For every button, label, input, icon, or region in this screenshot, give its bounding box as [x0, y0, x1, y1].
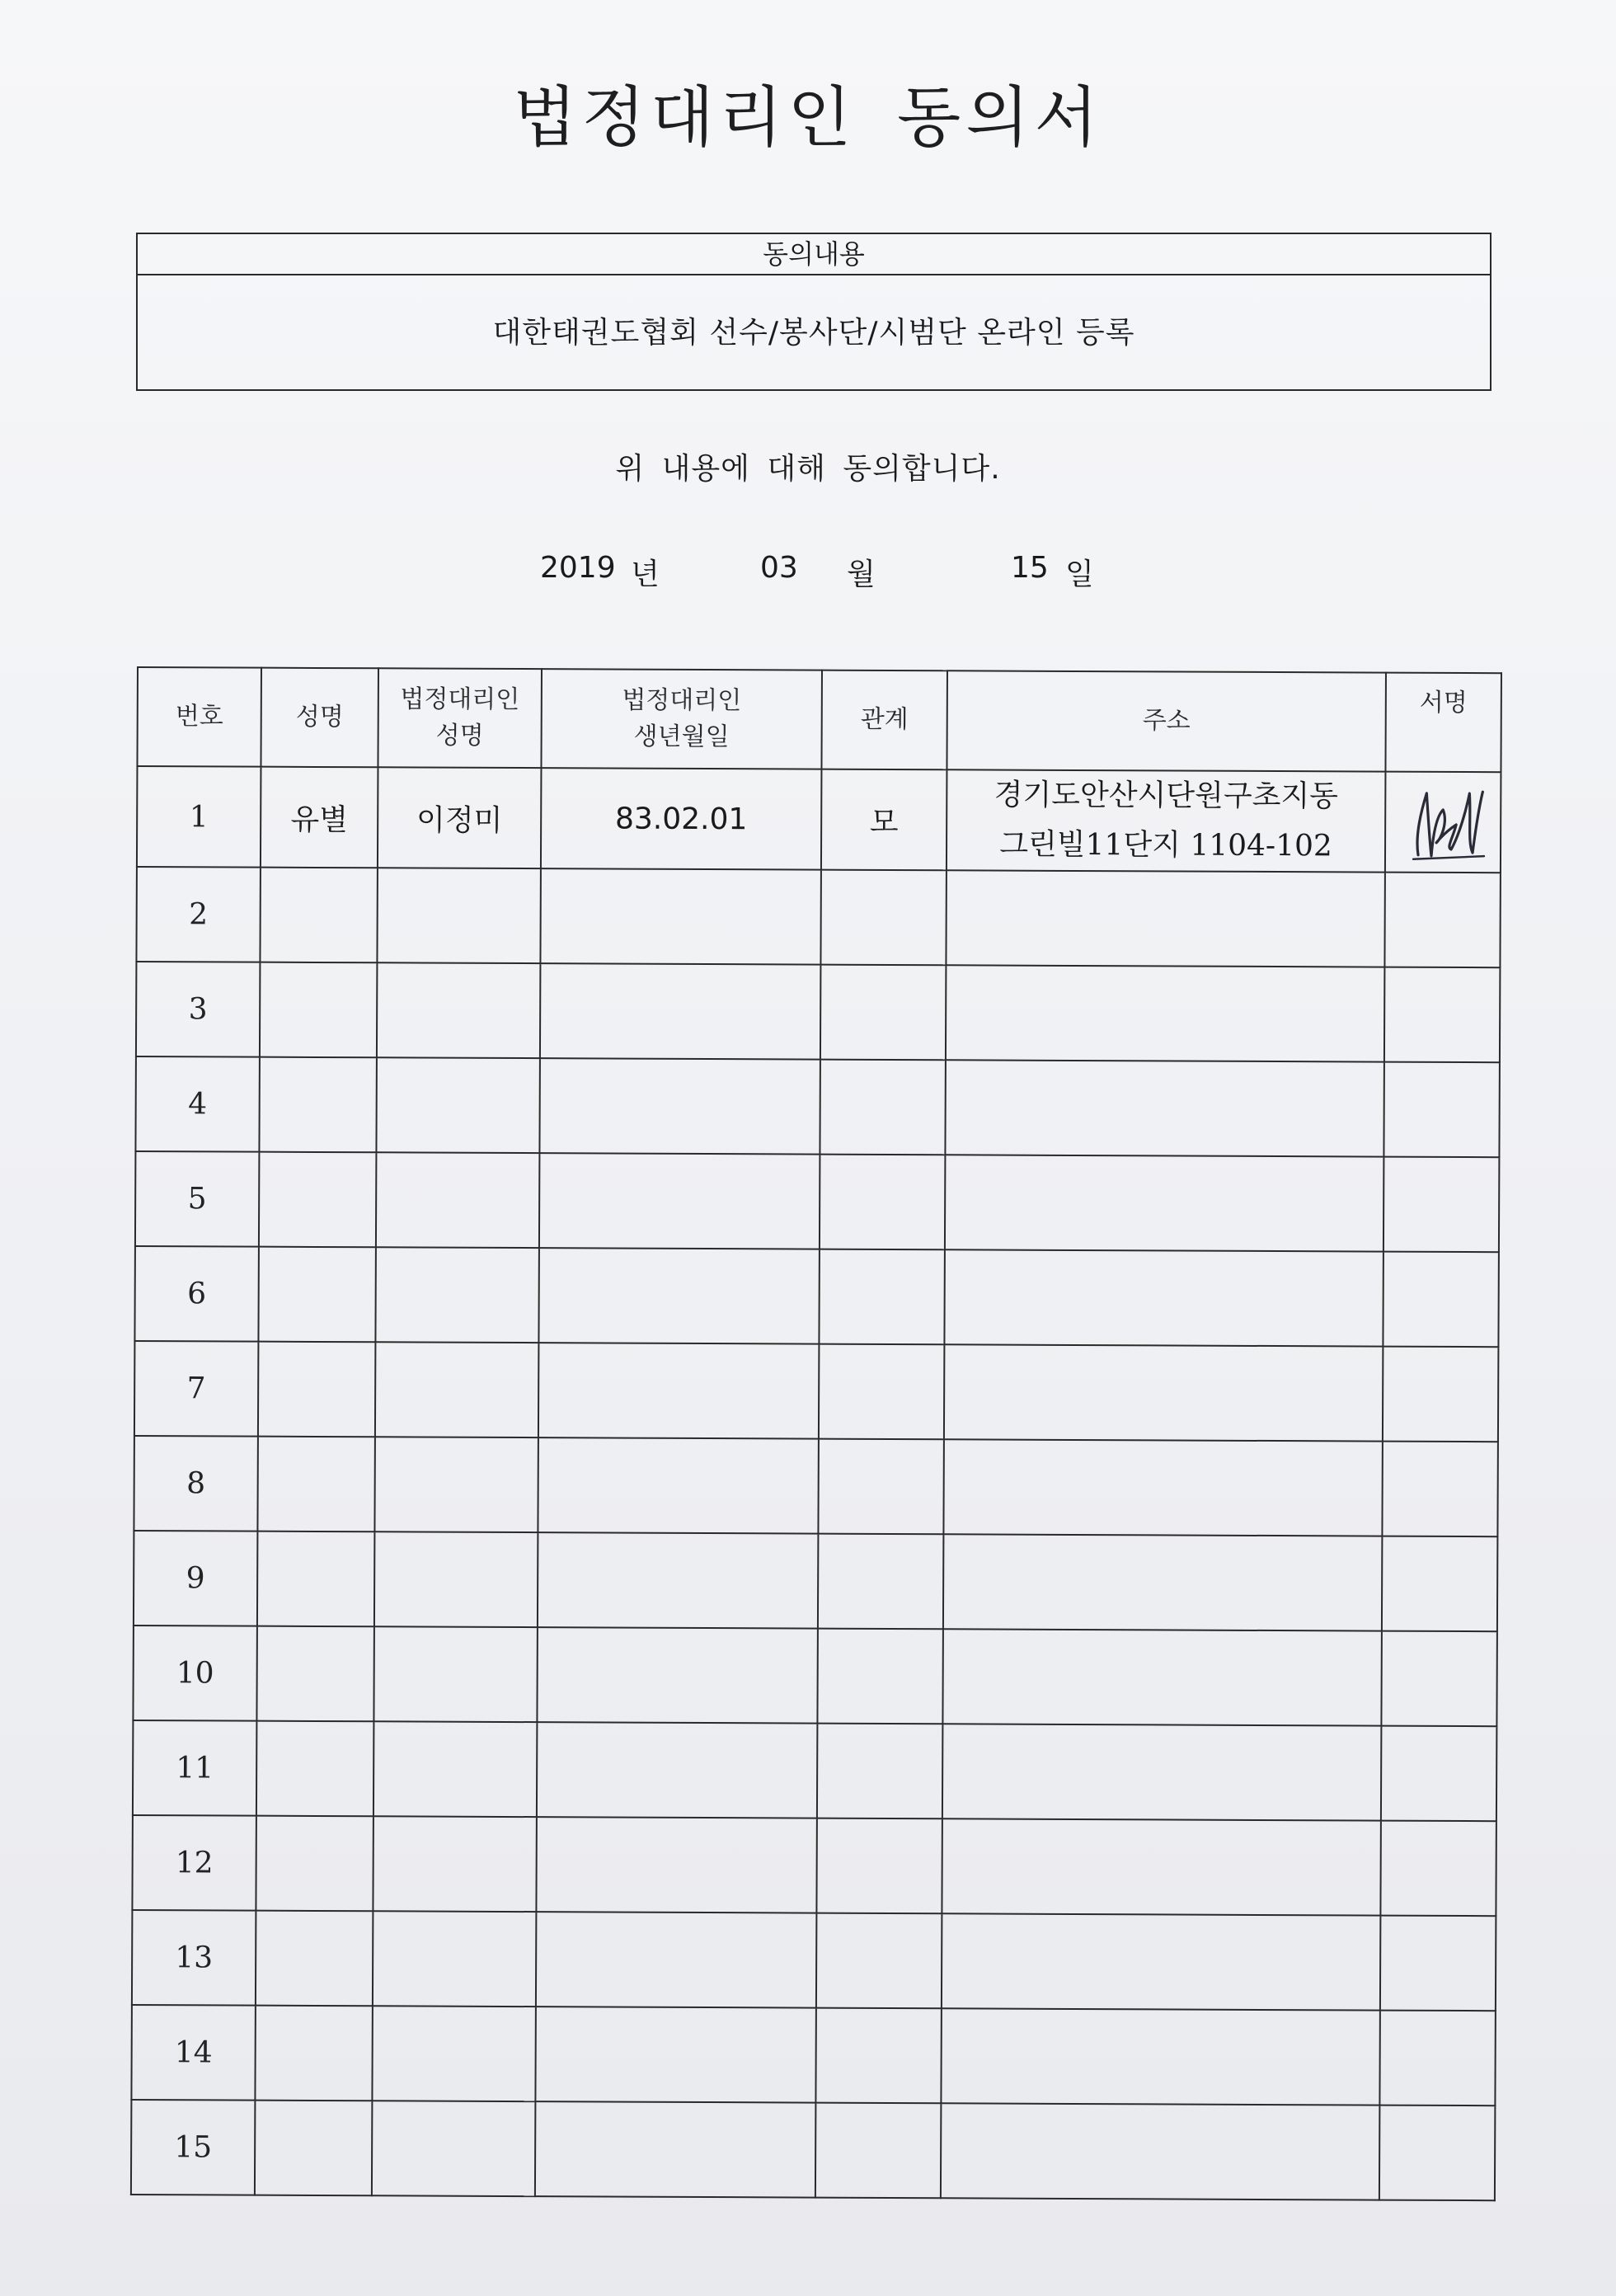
row-number: 14	[131, 2005, 256, 2101]
date-month-unit: 월	[847, 558, 876, 591]
row-address[interactable]	[941, 2008, 1379, 2105]
table-row	[134, 1436, 1497, 1536]
row-number: 7	[134, 1341, 259, 1437]
row-relation[interactable]	[820, 1060, 946, 1155]
row-guardian-birth[interactable]	[537, 1627, 817, 1723]
row-relation[interactable]	[820, 870, 947, 966]
row-guardian-name[interactable]	[376, 1152, 539, 1248]
row-relation[interactable]	[818, 1439, 944, 1535]
row-guardian-birth[interactable]	[539, 1058, 820, 1154]
table-row	[137, 766, 1501, 873]
row-name[interactable]	[256, 1721, 374, 1817]
row-guardian-name[interactable]	[375, 1247, 538, 1343]
row-relation[interactable]	[820, 965, 947, 1061]
date-year: 2019	[540, 551, 616, 585]
row-guardian-name[interactable]	[375, 1342, 538, 1437]
row-relation[interactable]	[815, 2103, 942, 2199]
row-number: 1	[137, 766, 261, 868]
row-guardian-birth: 83.02.01	[541, 768, 822, 869]
table-row	[133, 1720, 1496, 1821]
row-signature[interactable]	[1383, 1252, 1499, 1348]
row-name: 유별	[261, 767, 378, 868]
row-name[interactable]	[257, 1531, 375, 1627]
row-address[interactable]	[943, 1534, 1382, 1630]
row-relation[interactable]	[819, 1344, 945, 1440]
row-guardian-name[interactable]	[376, 1057, 539, 1153]
row-signature[interactable]	[1380, 1821, 1496, 1917]
row-relation[interactable]	[817, 1724, 943, 1819]
row-guardian-birth[interactable]	[538, 1248, 819, 1343]
handwritten-signature	[1393, 777, 1492, 868]
row-signature[interactable]	[1381, 1631, 1497, 1727]
row-signature[interactable]	[1384, 873, 1501, 968]
row-guardian-birth[interactable]	[538, 1532, 818, 1628]
row-address[interactable]	[942, 1913, 1380, 2010]
table-row	[133, 1626, 1496, 1726]
row-address[interactable]	[946, 870, 1384, 967]
row-relation[interactable]	[816, 1818, 942, 1914]
row-name[interactable]	[260, 868, 378, 963]
row-guardian-birth[interactable]	[535, 2007, 815, 2102]
row-address[interactable]	[942, 1629, 1381, 1725]
row-relation[interactable]	[816, 1913, 942, 2009]
header-no: 번호	[137, 667, 261, 767]
row-name[interactable]	[256, 1626, 374, 1722]
row-guardian-birth[interactable]	[536, 1912, 816, 2007]
row-address[interactable]	[942, 1818, 1380, 1915]
row-number: 13	[132, 1910, 256, 2006]
row-number: 6	[134, 1246, 259, 1342]
row-relation[interactable]	[819, 1249, 945, 1345]
row-number: 3	[136, 962, 261, 1057]
row-number: 12	[132, 1815, 256, 1911]
row-name[interactable]	[256, 1816, 373, 1912]
header-guardian-name-line2: 성명	[435, 721, 484, 750]
row-name[interactable]	[257, 1437, 375, 1532]
row-signature[interactable]	[1382, 1442, 1498, 1537]
row-relation[interactable]	[817, 1629, 943, 1724]
row-signature[interactable]	[1381, 1726, 1497, 1822]
row-guardian-birth[interactable]	[538, 1437, 818, 1533]
row-address	[947, 769, 1386, 872]
row-address[interactable]	[944, 1249, 1383, 1346]
row-address-line1: 경기도안산시단원구초지동	[994, 778, 1339, 814]
row-guardian-name[interactable]	[377, 868, 540, 963]
table-row	[132, 1815, 1496, 1916]
row-guardian-birth[interactable]	[535, 2101, 815, 2197]
consent-body: 대한태권도협회 선수/봉사단/시범단 온라인 등록	[492, 316, 1135, 350]
row-relation[interactable]	[815, 2008, 942, 2104]
row-number: 4	[135, 1056, 260, 1152]
row-guardian-name[interactable]	[377, 962, 540, 1058]
row-guardian-name[interactable]	[372, 2101, 535, 2196]
header-guardian-birth-line1: 법정대리인	[622, 685, 742, 716]
header-signature: 서명	[1385, 673, 1501, 773]
row-name[interactable]	[256, 1911, 373, 2007]
row-name[interactable]	[258, 1342, 376, 1437]
row-guardian-name[interactable]	[372, 2006, 535, 2101]
table-row	[136, 962, 1500, 1062]
row-signature[interactable]	[1382, 1536, 1498, 1632]
table-row	[132, 1910, 1496, 2011]
table-row	[135, 1151, 1499, 1252]
row-number: 11	[133, 1720, 257, 1816]
header-name: 성명	[261, 668, 378, 768]
table-row	[136, 867, 1500, 967]
row-signature[interactable]	[1379, 2105, 1496, 2201]
row-name[interactable]	[255, 2101, 373, 2196]
row-address[interactable]	[941, 2103, 1379, 2200]
row-guardian-name[interactable]	[374, 1531, 538, 1627]
row-guardian-name: 이정미	[378, 767, 542, 868]
row-guardian-name[interactable]	[374, 1437, 538, 1532]
row-signature[interactable]	[1379, 2011, 1496, 2106]
row-number: 8	[134, 1436, 258, 1531]
row-name[interactable]	[259, 1057, 377, 1153]
row-guardian-birth[interactable]	[540, 963, 820, 1059]
row-address[interactable]	[943, 1439, 1382, 1536]
date-month: 03	[760, 551, 798, 585]
row-number: 9	[134, 1531, 258, 1626]
row-address[interactable]	[946, 965, 1384, 1061]
row-address[interactable]	[945, 1060, 1383, 1156]
row-guardian-birth[interactable]	[538, 1343, 819, 1438]
row-name[interactable]	[255, 2006, 373, 2101]
table-row	[134, 1531, 1497, 1631]
header-relation: 관계	[821, 670, 947, 770]
row-name[interactable]	[259, 1152, 377, 1248]
row-relation: 모	[821, 769, 947, 871]
form-title: 법정대리인 동의서	[513, 79, 1103, 156]
row-name[interactable]	[260, 962, 378, 1058]
header-address: 주소	[947, 670, 1386, 771]
consent-content-box	[136, 233, 1492, 391]
row-signature[interactable]	[1383, 1062, 1500, 1158]
row-number: 15	[131, 2100, 256, 2195]
header-guardian-name	[378, 668, 542, 768]
row-number: 10	[133, 1626, 257, 1721]
row-guardian-name[interactable]	[373, 1721, 537, 1817]
row-address[interactable]	[944, 1344, 1383, 1441]
row-address-line2: 그린빌11단지 1104-102	[999, 827, 1332, 863]
row-guardian-birth[interactable]	[537, 1722, 817, 1818]
table-row	[134, 1246, 1498, 1347]
row-guardian-name[interactable]	[373, 1816, 536, 1912]
row-number: 5	[135, 1151, 260, 1247]
row-guardian-name[interactable]	[373, 1626, 537, 1722]
header-guardian-birth-line2: 생년월일	[633, 722, 730, 752]
row-number: 2	[136, 867, 261, 962]
row-address[interactable]	[945, 1155, 1383, 1251]
row-name[interactable]	[258, 1247, 376, 1343]
row-signature	[1385, 772, 1501, 873]
header-guardian-name-line1: 법정대리인	[400, 685, 520, 715]
table-row	[131, 2100, 1495, 2200]
agreement-statement: 위 내용에 대해 동의합니다.	[615, 452, 1001, 486]
row-guardian-birth[interactable]	[540, 868, 820, 964]
row-signature[interactable]	[1384, 967, 1501, 1063]
date-year-unit: 년	[631, 558, 660, 591]
row-guardian-name[interactable]	[373, 1911, 536, 2007]
date-day-unit: 일	[1065, 558, 1094, 591]
table-row	[134, 1341, 1498, 1442]
row-signature[interactable]	[1383, 1157, 1500, 1253]
consent-header: 동의내용	[138, 234, 1490, 275]
row-signature[interactable]	[1380, 1916, 1496, 2011]
row-guardian-birth[interactable]	[539, 1153, 820, 1249]
row-relation[interactable]	[820, 1155, 946, 1250]
date-day: 15	[1011, 551, 1049, 585]
guardian-roster-table	[130, 666, 1502, 2201]
row-guardian-birth[interactable]	[536, 1817, 816, 1913]
table-row	[131, 2005, 1495, 2105]
row-relation[interactable]	[818, 1534, 944, 1630]
header-guardian-birth	[541, 669, 822, 769]
row-signature[interactable]	[1383, 1347, 1499, 1442]
table-row	[135, 1056, 1499, 1157]
table-header-row	[137, 667, 1501, 772]
row-address[interactable]	[942, 1724, 1381, 1820]
